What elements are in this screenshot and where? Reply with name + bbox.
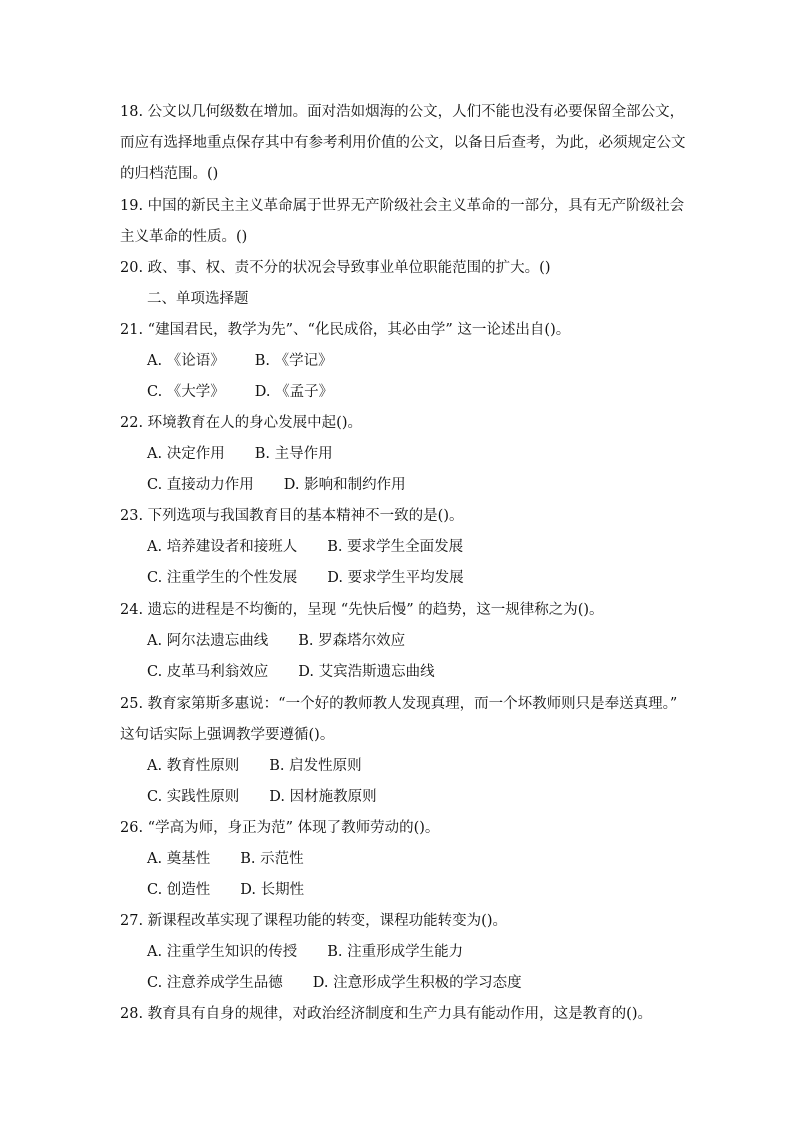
q18-line-3: 的归档范围。() xyxy=(120,166,219,182)
q27-option-d: D. 注意形成学生积极的学习态度 xyxy=(312,975,522,991)
q26-stem: 26. “学高为师，身正为范” 体现了教师劳动的()。 xyxy=(120,820,440,836)
q23-option-a: A. 培养建设者和接班人 xyxy=(147,539,298,555)
q18-line-1: 18. 公文以几何级数在增加。面对浩如烟海的公文，人们不能也没有必要保留全部公文， xyxy=(120,104,685,120)
q27-stem: 27. 新课程改革实现了课程功能的转变，课程功能转变为()。 xyxy=(120,913,507,929)
q22-option-c: C. 直接动力作用 xyxy=(147,477,254,493)
q26-option-a: A. 奠基性 xyxy=(147,851,211,867)
q23-stem: 23. 下列选项与我国教育目的基本精神不一致的是()。 xyxy=(120,508,464,524)
q26-option-c: C. 创造性 xyxy=(147,882,211,898)
q28-stem: 28. 教育具有自身的规律，对政治经济制度和生产力具有能动作用，这是教育的()。 xyxy=(120,1006,652,1022)
q22-option-b: B. 主导作用 xyxy=(254,446,333,462)
q23-options-row-1 xyxy=(147,537,463,557)
q24-stem: 24. 遗忘的进程是不均衡的，呈现 “先快后慢” 的趋势，这一规律称之为()。 xyxy=(120,602,604,618)
q25-option-c: C. 实践性原则 xyxy=(147,789,240,805)
q22-options-row-1 xyxy=(147,444,333,464)
q19-line-2: 主义革命的性质。() xyxy=(120,229,248,245)
q20-line-1: 20. 政、事、权、责不分的状况会导致事业单位职能范围的扩大。() xyxy=(120,260,551,276)
q25-options-row-1 xyxy=(147,756,362,776)
q25-stem-line-2: 这句话实际上强调教学要遵循()。 xyxy=(120,727,335,743)
q25-option-b: B. 启发性原则 xyxy=(269,758,362,774)
q23-option-c: C. 注重学生的个性发展 xyxy=(147,570,298,586)
q26-option-b: B. 示范性 xyxy=(240,851,304,867)
q24-options-row-1 xyxy=(147,631,405,651)
q24-option-d: D. 艾宾浩斯遗忘曲线 xyxy=(298,664,435,680)
q21-stem: 21. “建国君民，教学为先”、“化民成俗，其必由学” 这一论述出自()。 xyxy=(120,322,571,338)
q21-option-b: B. 《学记》 xyxy=(254,353,333,369)
q25-options-row-2 xyxy=(147,787,377,807)
section-title: 二、单项选择题 xyxy=(147,291,249,307)
q24-option-c: C. 皮革马利翁效应 xyxy=(147,664,269,680)
q21-option-c: C. 《大学》 xyxy=(147,384,225,400)
q19-line-1: 19. 中国的新民主主义革命属于世界无产阶级社会主义革命的一部分，具有无产阶级社会 xyxy=(120,198,685,214)
q27-option-c: C. 注意养成学生品德 xyxy=(147,975,283,991)
q25-option-d: D. 因材施教原则 xyxy=(269,789,377,805)
q27-option-a: A. 注重学生知识的传授 xyxy=(147,944,298,960)
q24-option-b: B. 罗森塔尔效应 xyxy=(298,633,406,649)
q23-options-row-2 xyxy=(147,568,464,588)
q21-option-a: A. 《论语》 xyxy=(147,353,225,369)
q26-options-row-1 xyxy=(147,849,304,869)
q27-option-b: B. 注重形成学生能力 xyxy=(327,944,464,960)
q25-option-a: A. 教育性原则 xyxy=(147,758,240,774)
q18-line-2: 而应有选择地重点保存其中有参考利用价值的公文，以备日后查考，为此，必须规定公文 xyxy=(120,135,686,151)
q24-options-row-2 xyxy=(147,662,435,682)
q21-option-d: D. 《孟子》 xyxy=(254,384,334,400)
q26-option-d: D. 长期性 xyxy=(240,882,305,898)
q23-option-d: D. 要求学生平均发展 xyxy=(327,570,464,586)
q27-options-row-1 xyxy=(147,942,463,962)
q22-options-row-2 xyxy=(147,475,406,495)
q21-options-row-1 xyxy=(147,351,333,371)
q22-option-d: D. 影响和制约作用 xyxy=(283,477,406,493)
q23-option-b: B. 要求学生全面发展 xyxy=(327,539,464,555)
q26-options-row-2 xyxy=(147,880,304,900)
q24-option-a: A. 阿尔法遗忘曲线 xyxy=(147,633,269,649)
q22-option-a: A. 决定作用 xyxy=(147,446,225,462)
q22-stem: 22. 环境教育在人的身心发展中起()。 xyxy=(120,415,362,431)
q21-options-row-2 xyxy=(147,382,333,402)
q25-stem-line-1: 25. 教育家第斯多惠说：“一个好的教师教人发现真理，而一个坏教师则只是奉送真理。” xyxy=(120,696,678,712)
q27-options-row-2 xyxy=(147,973,522,993)
